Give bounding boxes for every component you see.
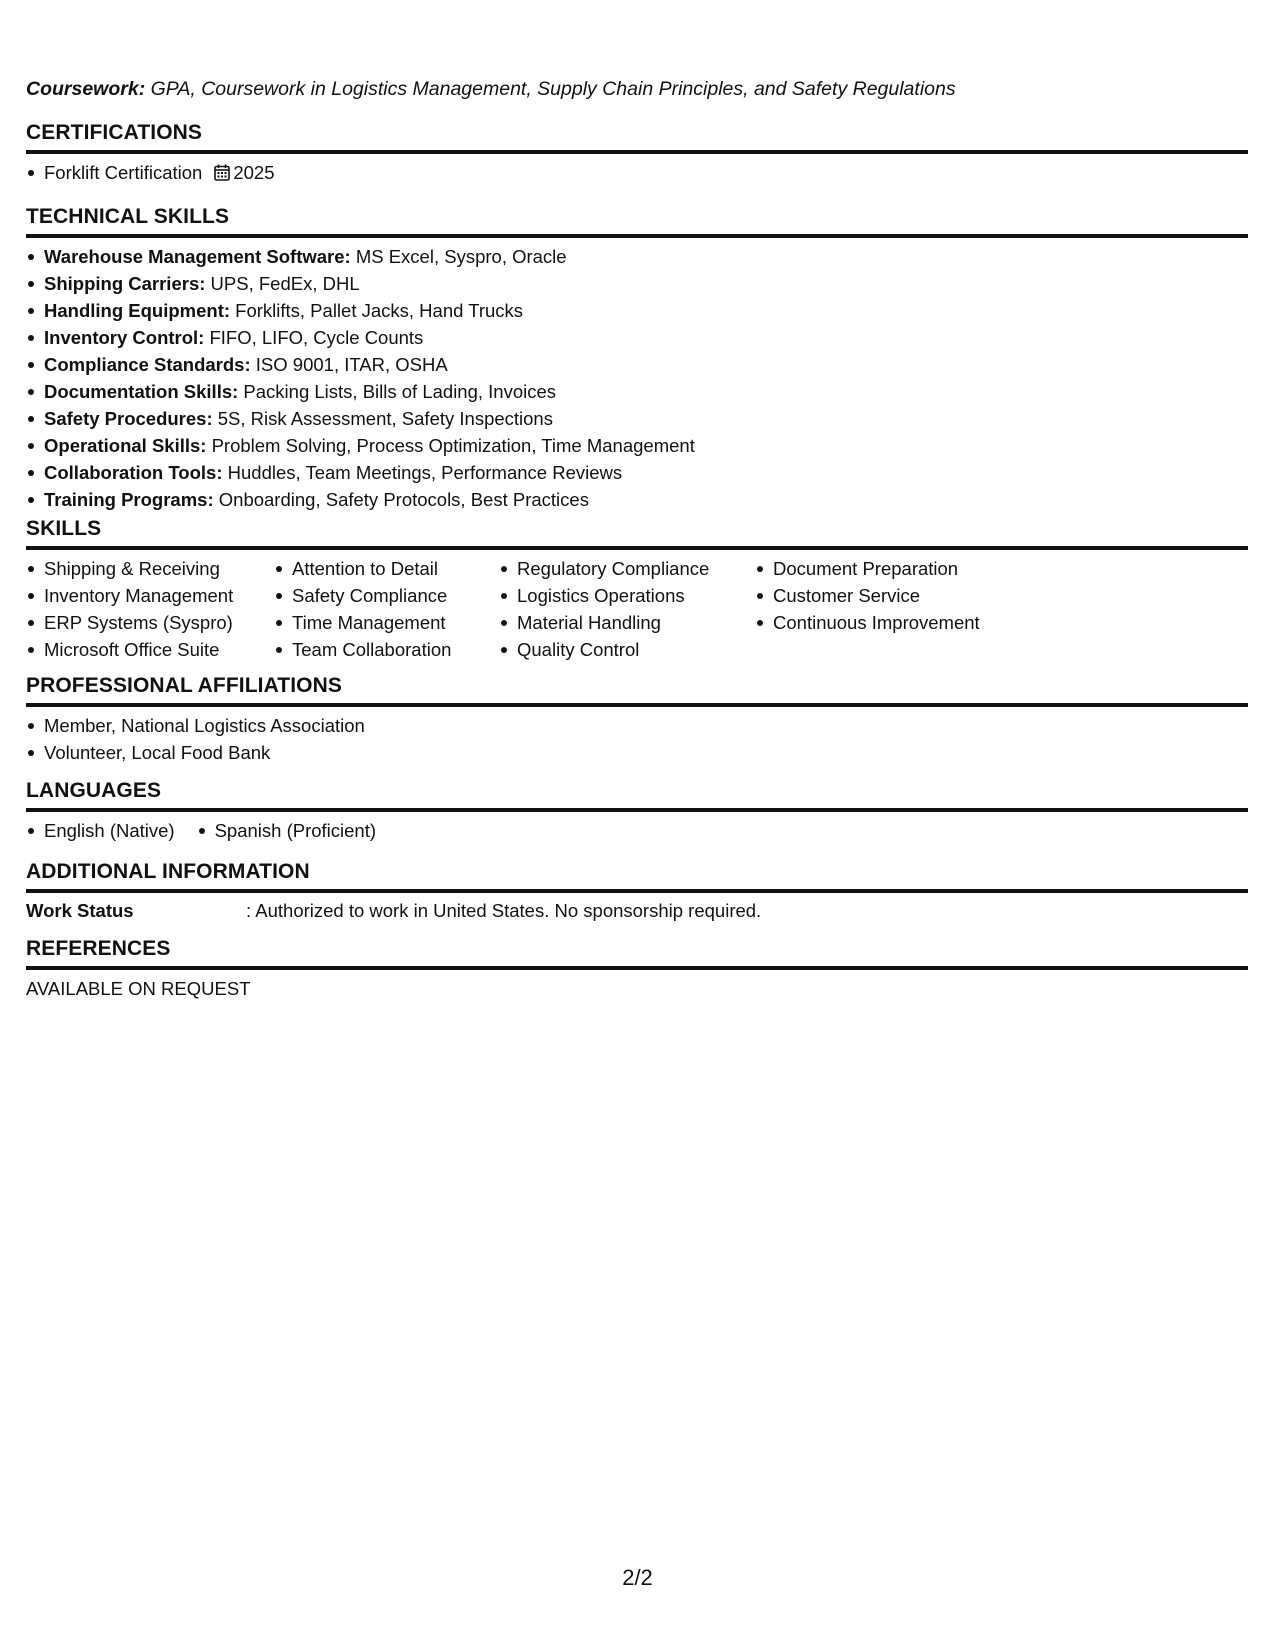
language-item: English (Native) xyxy=(26,817,175,844)
technical-skill-item xyxy=(26,432,1248,459)
skill-item: Attention to Detail xyxy=(274,555,479,582)
section-divider xyxy=(26,234,1248,238)
technical-skills-heading: TECHNICAL SKILLS xyxy=(26,205,230,228)
skills-column xyxy=(26,555,254,663)
certifications-list xyxy=(26,159,1248,186)
skill-item: Time Management xyxy=(274,609,479,636)
language-list xyxy=(197,817,376,844)
section-divider xyxy=(26,889,1248,893)
technical-skill-label: Safety Procedures: xyxy=(44,408,213,429)
references-text: AVAILABLE ON REQUEST xyxy=(26,978,251,999)
languages-section xyxy=(26,778,1248,844)
technical-skill-value: 5S, Risk Assessment, Safety Inspections xyxy=(217,408,553,429)
coursework-line xyxy=(26,78,956,101)
skills-heading: SKILLS xyxy=(26,517,102,540)
skill-item: Document Preparation xyxy=(755,555,980,582)
work-status-row xyxy=(26,897,1248,924)
affiliation-item: Member, National Logistics Association xyxy=(26,712,1248,739)
technical-skill-label: Handling Equipment: xyxy=(44,300,231,321)
skills-column xyxy=(755,555,980,663)
skill-item: Material Handling xyxy=(499,609,735,636)
section-divider xyxy=(26,150,1248,154)
page-number: 2/2 xyxy=(622,1565,653,1590)
language-item: Spanish (Proficient) xyxy=(197,817,376,844)
skills-grid xyxy=(26,555,1248,663)
affiliation-item: Volunteer, Local Food Bank xyxy=(26,739,1248,766)
technical-skill-label: Inventory Control: xyxy=(44,327,205,348)
coursework-label: Coursework: xyxy=(26,78,146,100)
coursework-text: GPA, Coursework in Logistics Management, Supply Chain Principles, and Safety Regulations xyxy=(150,78,956,100)
work-status-label: Work Status xyxy=(26,900,134,921)
technical-skill-label: Compliance Standards: xyxy=(44,354,251,375)
certifications-section xyxy=(26,120,1248,186)
technical-skill-item xyxy=(26,405,1248,432)
skills-section xyxy=(26,516,1248,663)
technical-skills-list xyxy=(26,243,1248,513)
technical-skill-value: MS Excel, Syspro, Oracle xyxy=(355,246,567,267)
affiliations-list xyxy=(26,712,1248,766)
technical-skill-item xyxy=(26,351,1248,378)
skill-item: Inventory Management xyxy=(26,582,254,609)
technical-skill-item xyxy=(26,486,1248,513)
section-divider xyxy=(26,966,1248,970)
languages-row xyxy=(26,817,1248,844)
section-divider xyxy=(26,808,1248,812)
skill-item: Quality Control xyxy=(499,636,735,663)
affiliations-section xyxy=(26,673,1248,766)
languages-heading: LANGUAGES xyxy=(26,779,162,802)
technical-skill-label: Training Programs: xyxy=(44,489,214,510)
section-divider xyxy=(26,546,1248,550)
additional-info-heading: ADDITIONAL INFORMATION xyxy=(26,860,310,883)
section-divider xyxy=(26,703,1248,707)
calendar-icon xyxy=(214,161,230,188)
skill-item: Continuous Improvement xyxy=(755,609,980,636)
technical-skill-label: Documentation Skills: xyxy=(44,381,239,402)
affiliations-heading: PROFESSIONAL AFFILIATIONS xyxy=(26,674,342,697)
technical-skill-value: Problem Solving, Process Optimization, Time Management xyxy=(211,435,695,456)
technical-skill-item xyxy=(26,459,1248,486)
certification-year: 2025 xyxy=(233,162,275,183)
technical-skill-value: Onboarding, Safety Protocols, Best Practices xyxy=(218,489,589,510)
technical-skill-item xyxy=(26,297,1248,324)
references-heading: REFERENCES xyxy=(26,937,171,960)
technical-skill-value: ISO 9001, ITAR, OSHA xyxy=(255,354,448,375)
certifications-heading: CERTIFICATIONS xyxy=(26,121,203,144)
skill-item: Shipping & Receiving xyxy=(26,555,254,582)
technical-skill-value: Huddles, Team Meetings, Performance Reviews xyxy=(227,462,623,483)
skill-item: Safety Compliance xyxy=(274,582,479,609)
technical-skill-item xyxy=(26,243,1248,270)
certification-name: Forklift Certification xyxy=(44,162,203,183)
skills-column xyxy=(499,555,735,663)
technical-skill-label: Warehouse Management Software: xyxy=(44,246,351,267)
skill-item: Team Collaboration xyxy=(274,636,479,663)
technical-skill-item xyxy=(26,270,1248,297)
skill-item: Regulatory Compliance xyxy=(499,555,735,582)
references-section xyxy=(26,936,1248,1002)
technical-skill-label: Operational Skills: xyxy=(44,435,207,456)
technical-skills-section xyxy=(26,204,1248,513)
skill-item: ERP Systems (Syspro) xyxy=(26,609,254,636)
language-list xyxy=(26,817,175,844)
technical-skill-value: FIFO, LIFO, Cycle Counts xyxy=(209,327,424,348)
skill-item: Logistics Operations xyxy=(499,582,735,609)
technical-skill-item xyxy=(26,324,1248,351)
skills-column xyxy=(274,555,479,663)
technical-skill-label: Shipping Carriers: xyxy=(44,273,206,294)
technical-skill-item xyxy=(26,378,1248,405)
technical-skill-value: Forklifts, Pallet Jacks, Hand Trucks xyxy=(235,300,524,321)
certification-item xyxy=(26,159,1248,186)
additional-info-section xyxy=(26,859,1248,924)
technical-skill-label: Collaboration Tools: xyxy=(44,462,223,483)
technical-skill-value: UPS, FedEx, DHL xyxy=(210,273,360,294)
technical-skill-value: Packing Lists, Bills of Lading, Invoices xyxy=(243,381,557,402)
work-status-value: : Authorized to work in United States. No sponsorship required. xyxy=(246,900,762,921)
skill-item: Microsoft Office Suite xyxy=(26,636,254,663)
skill-item: Customer Service xyxy=(755,582,980,609)
